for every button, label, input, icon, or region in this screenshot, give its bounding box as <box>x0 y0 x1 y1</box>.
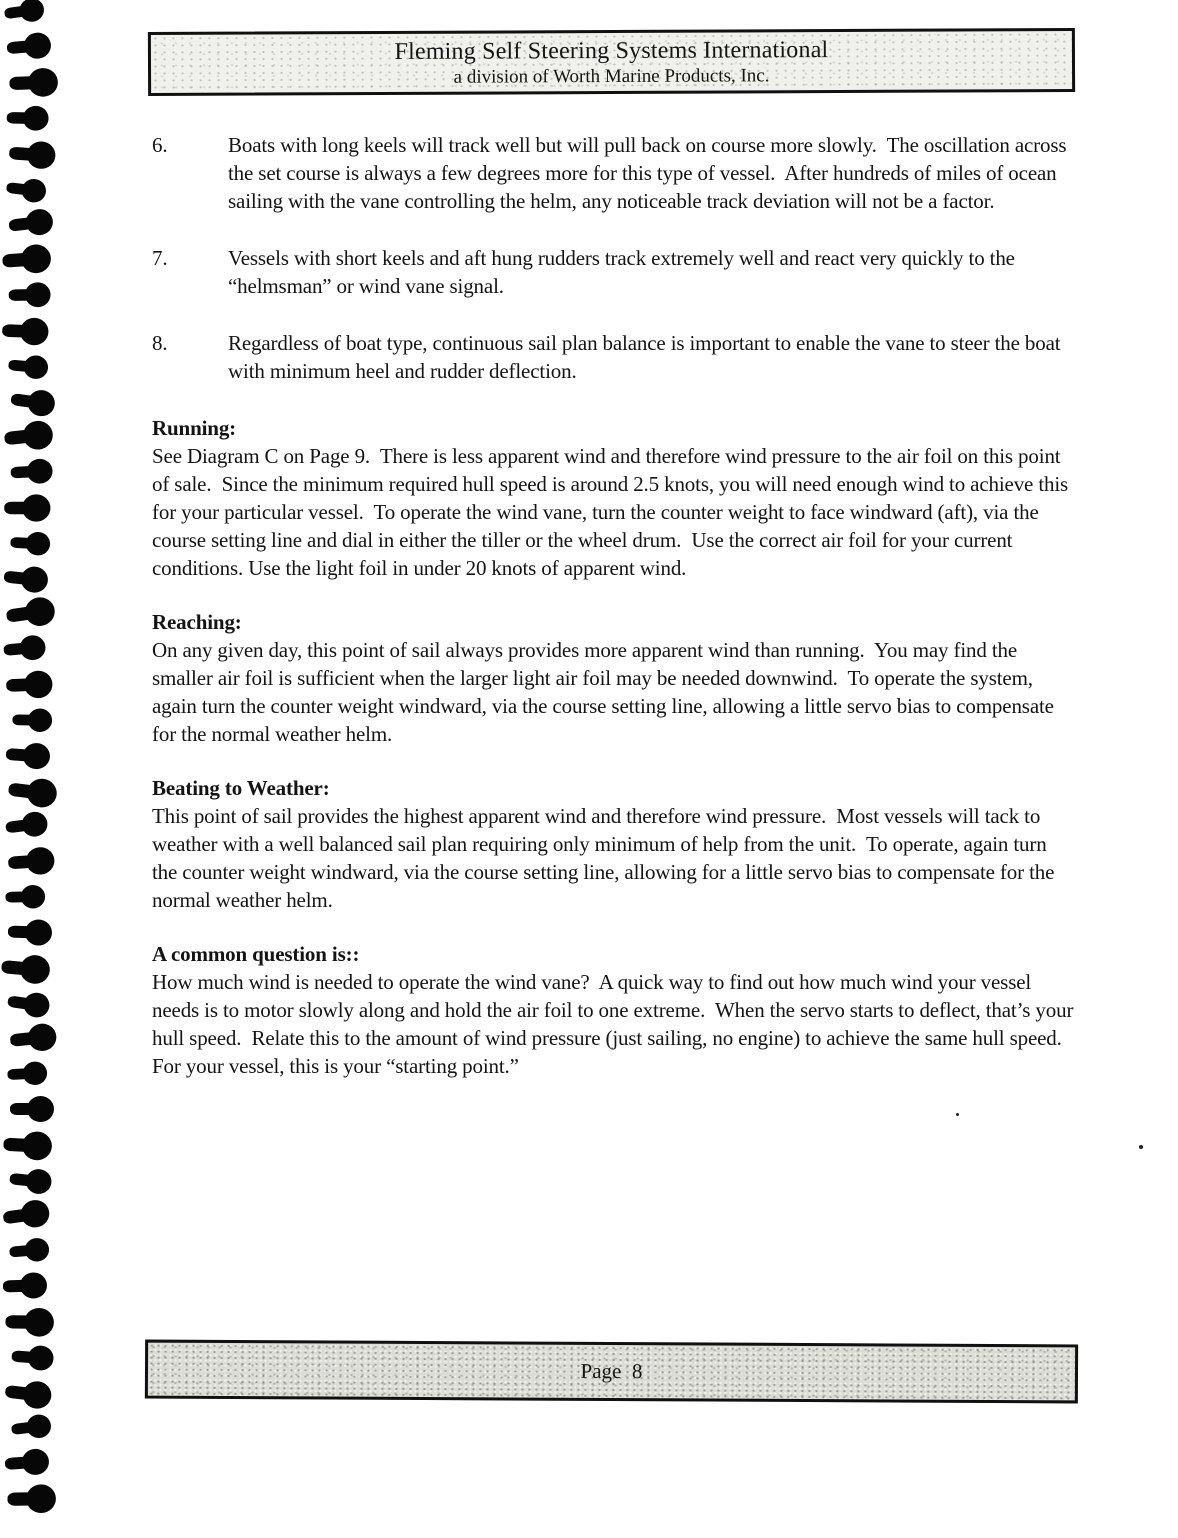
page-content <box>152 131 1079 1080</box>
section-heading: A common question is:: <box>152 942 360 966</box>
section-heading: Running: <box>152 416 237 440</box>
item-text: Vessels with short keels and aft hung rudders track extremely well and react very quickly to the “helmsman” or wind vane signal. <box>228 246 1020 298</box>
page-number: Page 8 <box>580 1358 643 1384</box>
scan-speck <box>1139 1145 1143 1149</box>
section-common-question <box>152 940 1079 1080</box>
section-heading: Beating to Weather: <box>152 776 330 800</box>
item-number: 6. <box>152 133 168 157</box>
scan-speck <box>956 1113 959 1116</box>
item-number: 8. <box>152 331 168 355</box>
section-heading: Reaching: <box>152 610 242 634</box>
footer-banner <box>145 1340 1078 1404</box>
document-title: Fleming Self Steering Systems International <box>394 36 829 65</box>
section-body: How much wind is needed to operate the wind vane? A quick way to find out how much wind your vessel needs is to motor slowly along and hold the air foil to one extreme. When the servo starts to deflect, that’s your hull speed. Relate this to the amount of wind pressure (just sailing, no engine) to achieve the same hull speed. For your vessel, this is your “starting point.” <box>152 970 1079 1078</box>
item-number: 7. <box>152 246 168 270</box>
section-body: This point of sail provides the highest apparent wind and therefore wind pressure. Most vessels will tack to weather with a well balanced sail plan requiring only minimum of help from the unit. To operate, again turn the counter weight windward, via the course setting line, allowing for a little servo bias to compensate for the normal weather helm. <box>152 804 1060 912</box>
section-body: On any given day, this point of sail always provides more apparent wind than running. You may find the smaller air foil is sufficient when the larger light air foil may be needed downwind. To operate the system, again turn the counter weight windward, via the course setting line, allowing a little servo bias to compensate for the normal weather helm. <box>152 638 1059 746</box>
document-subtitle: a division of Worth Marine Products, Inc. <box>453 64 770 88</box>
item-text: Boats with long keels will track well but will pull back on course more slowly. The oscillation across the set course is always a few degrees more for this type of vessel. After hundreds of miles of ocean sailing with the vane controlling the helm, any noticeable track deviation will not be a factor. <box>228 133 1072 213</box>
binding-holes <box>0 0 70 1538</box>
header-banner <box>148 28 1075 96</box>
item-text: Regardless of boat type, continuous sail plan balance is important to enable the vane to steer the boat with minimum heel and rudder deflection. <box>228 331 1066 383</box>
numbered-item-8 <box>152 329 1075 385</box>
numbered-item-6 <box>152 131 1075 215</box>
section-running <box>152 414 1075 582</box>
numbered-item-7 <box>152 244 1075 300</box>
section-beating-to-weather <box>152 774 1075 914</box>
section-body: See Diagram C on Page 9. There is less apparent wind and therefore wind pressure to the air foil on this point of sale. Since the minimum required hull speed is around 2.5 knots, you will need enough wind to achieve this for your particular vessel. To operate the wind vane, turn the counter weight to face windward (aft), via the course setting line and dial in either the tiller or the wheel drum. Use the correct air foil for your current conditions. Use the light foil in under 20 knots of apparent wind. <box>152 444 1074 580</box>
section-reaching <box>152 608 1075 748</box>
